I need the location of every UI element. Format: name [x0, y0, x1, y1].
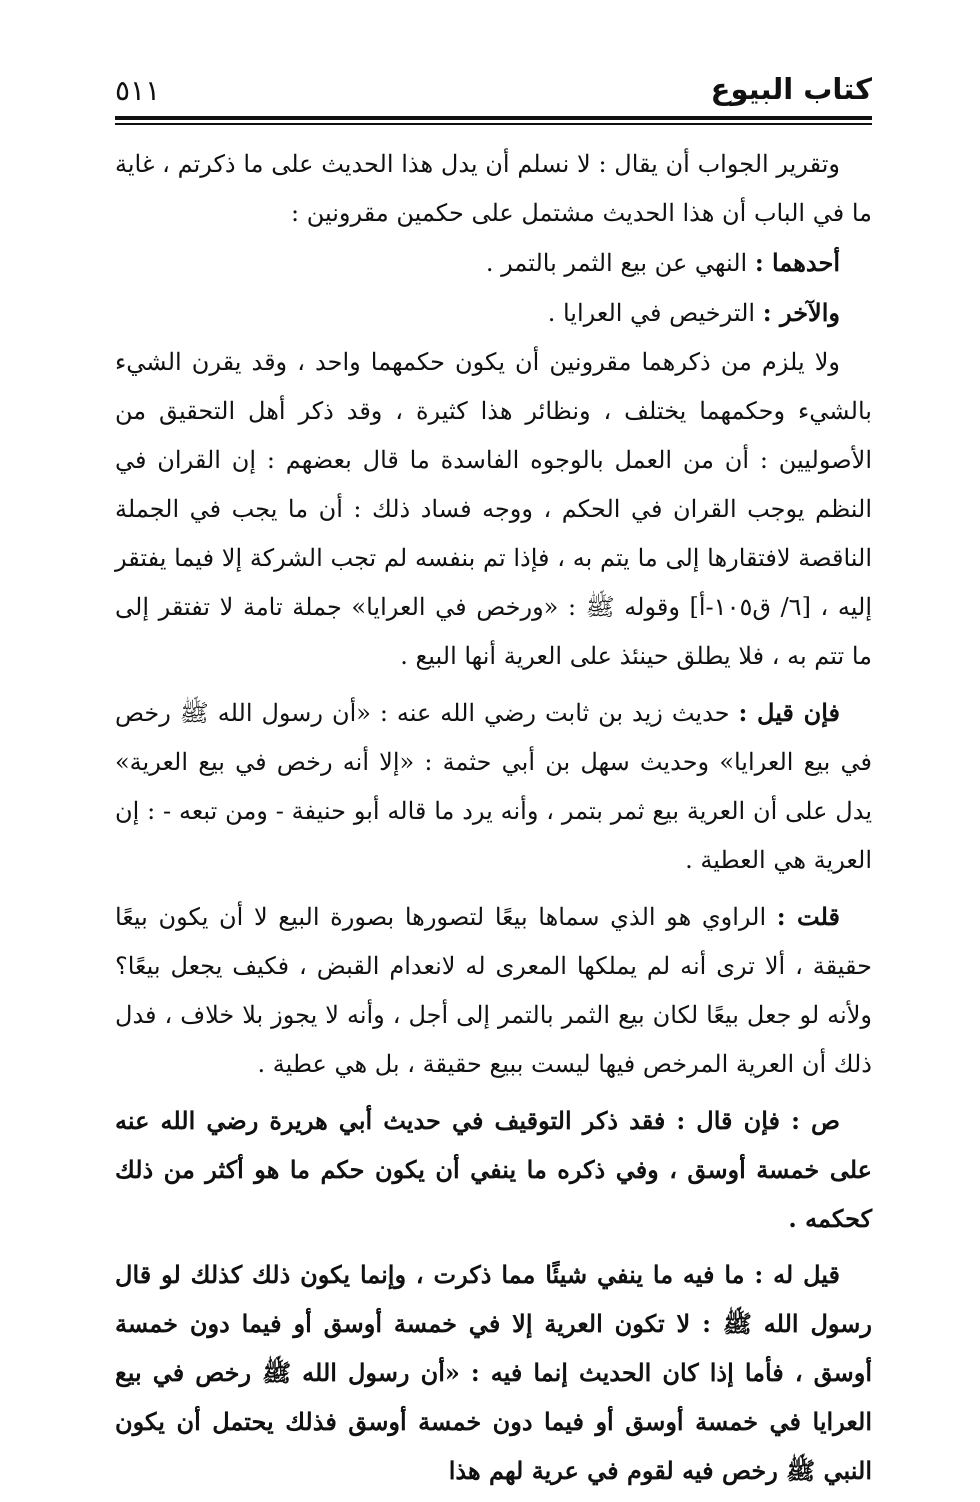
page-header [115, 66, 872, 116]
page-body [115, 140, 872, 1502]
paragraph-objection [115, 688, 872, 885]
paragraph-answer-intro [115, 140, 872, 238]
paragraph-text: الراوي هو الذي سماها بيعًا لتصورها بصورة البيع لا أن يكون بيعًا حقيقة ، ألا ترى أنه لم يملكها المعرى له لانعدام القبض ، فكيف يجعل بيعًا؟ ولأنه لو جعل بيعًا لكان بيع الثمر بالتمر إلى أجل ، وأنه لا يجوز بلا خلاف ، فدل ذلك أن العرية المرخص فيها ليست ببيع حقيقة ، بل هي عطية . [115, 903, 872, 1078]
paragraph-conjunction-argument [115, 338, 872, 681]
paragraph-text: حديث زيد بن ثابت رضي الله عنه : «أن رسول الله ﷺ رخص في بيع العرايا» وحديث سهل بن أبي حثمة : «إلا أنه رخص في بيع العرية» يدل على أن العرية بيع ثمر بتمر ، وأنه يرد ما قاله أبو حنيفة - ومن تبعه - : إن العرية هي العطية . [115, 699, 872, 874]
paragraph-source-text [115, 1096, 872, 1243]
paragraph-text: الترخيص في العرايا . [547, 299, 756, 327]
header-rule-thin [115, 123, 872, 125]
paragraph-text: النهي عن بيع الثمر بالتمر . [485, 249, 748, 277]
paragraph-text: وتقرير الجواب أن يقال : لا نسلم أن يدل هذا الحديث على ما ذكرتم ، غاية ما في الباب أن هذا الحديث مشتمل على حكمين مقرونين : [115, 150, 872, 227]
paragraph-lead: والآخر : [762, 298, 840, 327]
paragraph-reply [115, 892, 872, 1089]
paragraph-first-ruling [115, 238, 872, 288]
paragraph-second-ruling [115, 288, 872, 338]
header-rule-thick [115, 116, 872, 120]
paragraph-source-answer [115, 1250, 872, 1495]
page-number: ٥١١ [115, 74, 161, 107]
paragraph-lead: أحدهما : [754, 248, 840, 277]
paragraph-lead: قلت : [776, 902, 840, 931]
paragraph-text: ولا يلزم من ذكرهما مقرونين أن يكون حكمهما واحد ، وقد يقرن الشيء بالشيء وحكمهما يختلف ، ونظائر هذا كثيرة ، وقد ذكر أهل التحقيق من الأصوليين : أن من العمل بالوجوه الفاسدة ما قال بعضهم : إن القران في النظم يوجب القران في الحكم ، ووجه فساد ذلك : أن ما يجب في الجملة الناقصة لافتقارها إلى ما يتم به ، فإذا تم بنفسه لم تجب الشركة إلا فيما يفتقر إليه ، [٦/ ق١٠٥-أ] وقوله ﷺ : «ورخص في العرايا» جملة تامة لا تفتقر إلى ما تتم به ، فلا يطلق حينئذ على العرية أنها البيع . [115, 348, 872, 670]
paragraph-lead: فإن قيل : [738, 698, 840, 727]
running-head: كتاب البيوع [710, 72, 872, 106]
paragraph-text: قيل له : ما فيه ما ينفي شيئًا مما ذكرت ، وإنما يكون ذلك كذلك لو قال رسول الله ﷺ : لا تكون العرية إلا في خمسة أوسق أو فيما دون خمسة أوسق ، فأما إذا كان الحديث إنما فيه : «أن رسول الله ﷺ رخص في بيع العرايا في خمسة أوسق أو فيما دون خمسة أوسق فذلك يحتمل أن يكون النبي ﷺ رخص فيه لقوم في عرية لهم هذا [115, 1260, 872, 1485]
paragraph-text: فإن قال : فقد ذكر التوقيف في حديث أبي هريرة رضي الله عنه على خمسة أوسق ، وفي ذكره ما ينفي أن يكون حكم ما هو أكثر من ذلك كحكمه . [115, 1106, 872, 1233]
paragraph-lead: ص : [791, 1106, 840, 1135]
